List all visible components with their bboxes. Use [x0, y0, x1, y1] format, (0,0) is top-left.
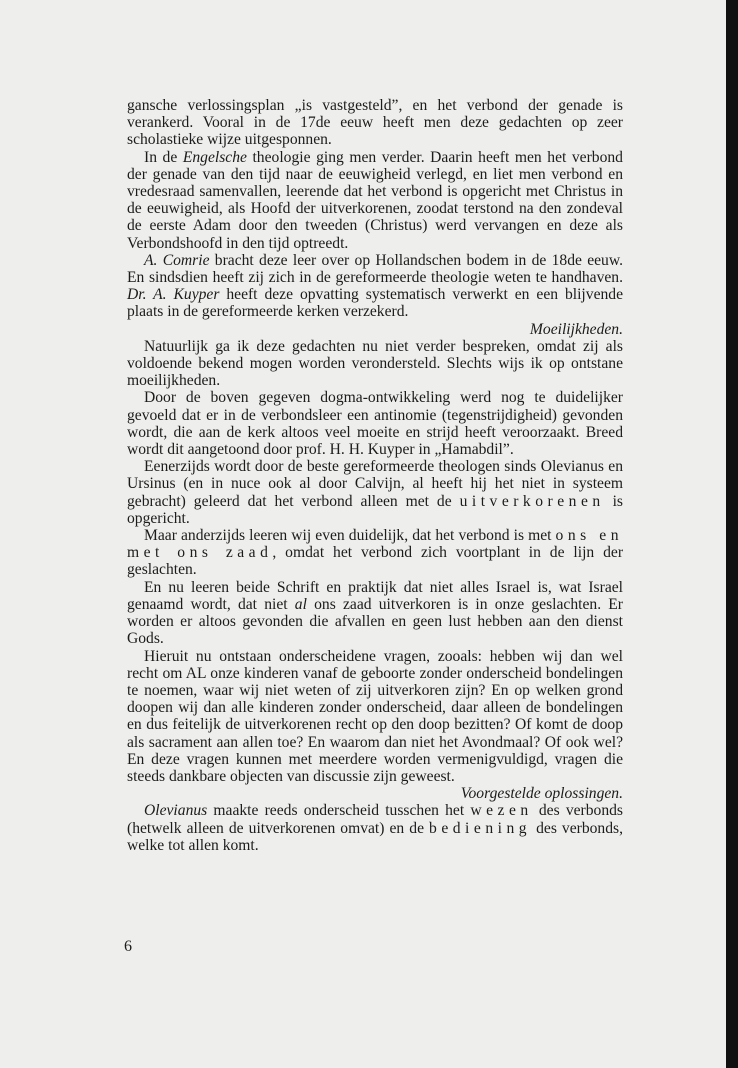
paragraph: Hieruit nu ontstaan onderscheidene vragen, zooals: hebben wij dan wel recht om AL onze kinderen vanaf de geboorte zonder onderscheid bondelingen te noemen, waar wij niet weten of zij uitverkoren zijn? En op welken grond doopen wij dan alle kinderen zonder onderscheid, daar alleen de bondelingen en dus feitelijk de uitverkorenen recht op den doop bezitten? Of komt de doop als sacrament aan allen toe? En waarom dan niet het Avondmaal? Of ook wel? En deze vragen kunnen met meerdere worden vermenigvuldigd, vragen die steeds dankbare objecten van discussie zijn geweest. [127, 647, 623, 785]
paragraph: Maar anderzijds leeren wij even duidelijk, dat het verbond is met ons en met ons zaad, omdat het verbond zich voortplant in de lijn der geslachten. [127, 527, 624, 579]
paragraph: Natuurlijk ga ik deze gedachten nu niet verder bespreken, omdat zij als voldoende bekend mogen worden verondersteld. Slechts wijs ik op ontstane moeilijkheden. [127, 337, 623, 390]
paragraph: In de Engelsche theologie ging men verder. Daarin heeft men het verbond der genade van den tijd naar de eeuwigheid verlegd, en liet men verbond en vredesraad samenvallen, leerende dat het verbond is opgericht met Christus in de eeuwigheid, als Hoofd der uitverkorenen, zoodat terstond na den zondeval de eerste Adam door den tweeden (Christus) werd vervangen en deze als Verbondshoofd in den tijd optreedt. [127, 148, 623, 252]
section-heading: Voorgestelde oplossingen. [460, 785, 623, 803]
paragraph: Door de boven gegeven dogma-ontwikkeling werd nog te duidelijker gevoeld dat er in de verbondsleer een antinomie (tegenstrijdigheid) gevonden wordt, die aan de kerk altoos veel moeite en strijd heeft veroorzaakt. Breed wordt dit aangetoond door prof. H. H. Kuyper in „Hamabdil”. [127, 389, 623, 459]
paragraph: gansche verlossingsplan „is vastgesteld”, en het verbond der genade is verankerd. Vooral in de 17de eeuw heeft men deze gedachten op zeer scholastieke wijze uitgesponnen. [127, 97, 623, 149]
paragraph: A. Comrie bracht deze leer over op Hollandschen bodem in de 18de eeuw. En sindsdien heeft zij zich in de gereformeerde theologie weten te handhaven. Dr. A. Kuyper heeft deze opvatting systematisch verwerkt en een blijvende plaats in de gereformeerde kerken verzekerd. [127, 251, 624, 321]
section-heading: Moeilijkheden. [529, 320, 623, 338]
page-number: 6 [124, 938, 132, 955]
paragraph: Eenerzijds wordt door de beste gereformeerde theologen sinds Olevianus en Ursinus (en in nuce ook al door Calvijn, al heeft hij het niet in systeem gebracht) geleerd dat het verbond alleen met de uitverkorenen is opgericht. [127, 458, 623, 527]
page-edge-shadow [726, 0, 738, 1068]
paragraph: En nu leeren beide Schrift en praktijk dat niet alles Israel is, wat Israel genaamd wordt, dat niet al ons zaad uitverkoren is in onze geslachten. Er worden er altoos gevonden die afvallen en geen lust hebben aan den dienst Gods. [127, 578, 624, 648]
body-text [127, 97, 623, 854]
paragraph: Olevianus maakte reeds onderscheid tusschen het wezen des verbonds (hetwelk alleen de uitverkorenen omvat) en de bediening des verbonds, welke tot allen komt. [127, 802, 623, 854]
